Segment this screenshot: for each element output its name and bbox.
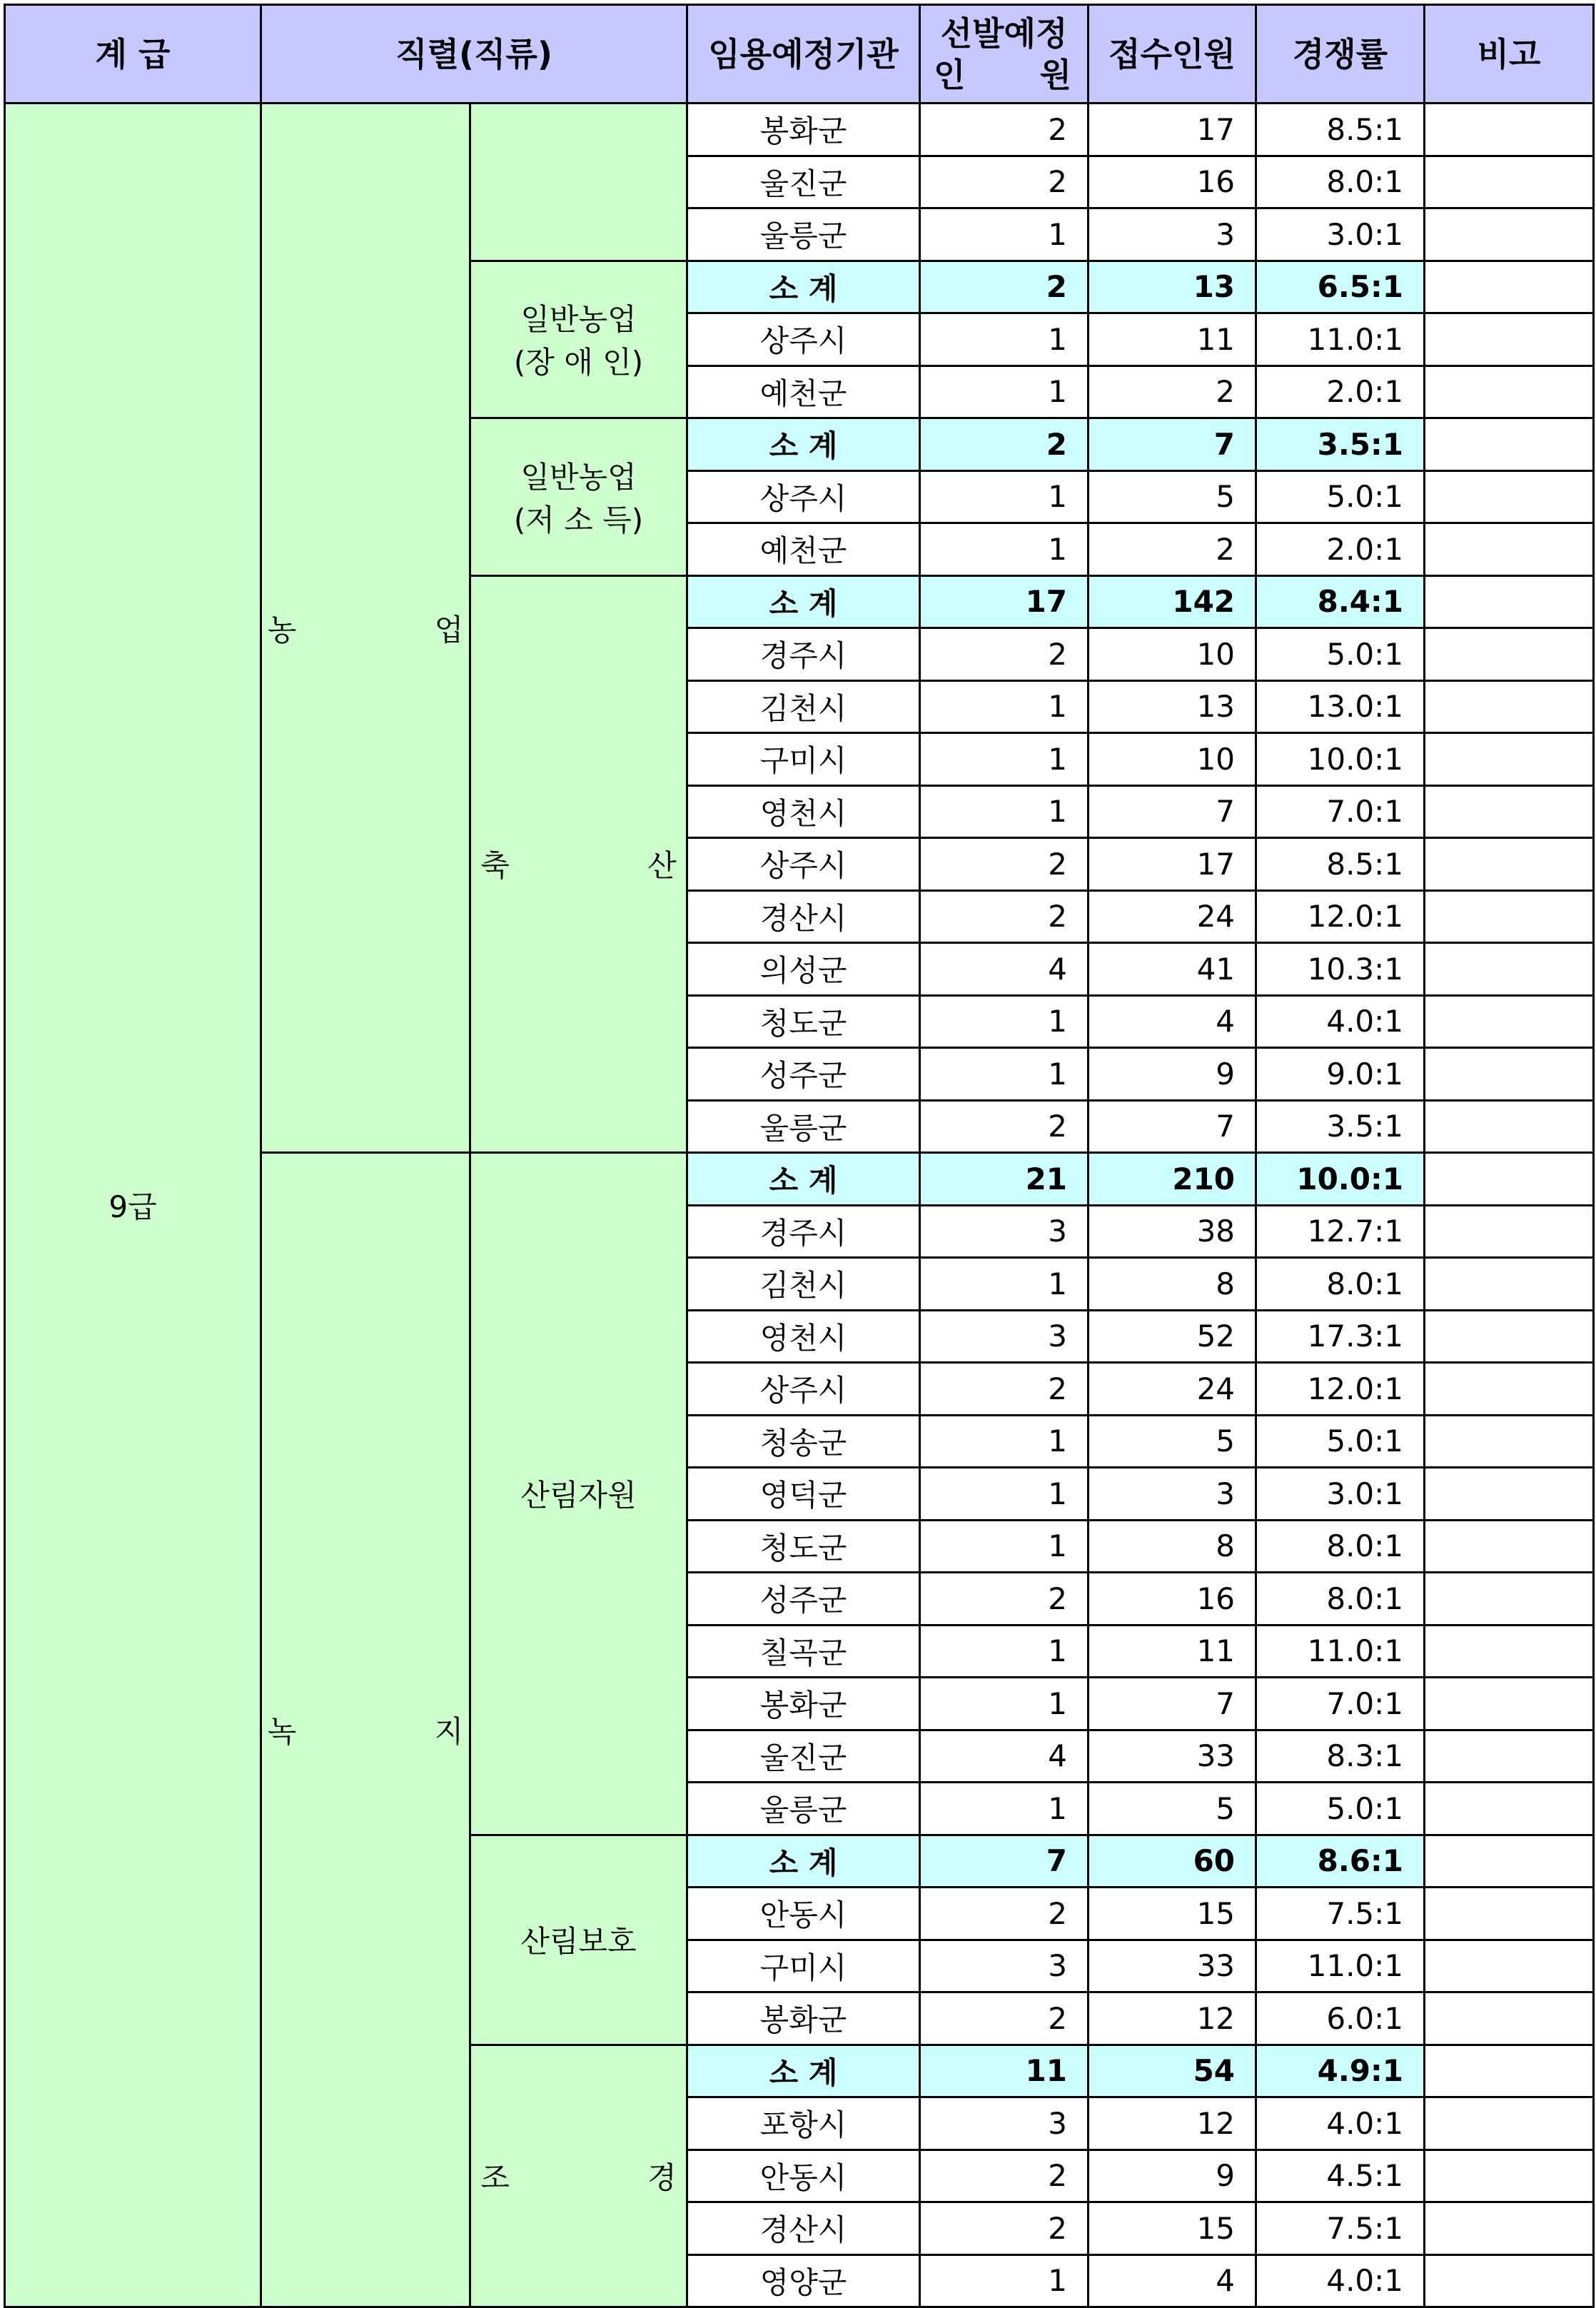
ratio-cell: 12.7:1: [1256, 1205, 1425, 1258]
applicants-cell: 24: [1089, 1363, 1256, 1416]
planned-cell: 1: [920, 2254, 1089, 2307]
planned-cell: 1: [920, 208, 1089, 261]
ratio-cell: 11.0:1: [1256, 313, 1425, 366]
applicants-cell: 3: [1089, 1468, 1256, 1521]
org-cell: 상주시: [687, 1363, 920, 1416]
org-cell: 소 계: [687, 575, 920, 628]
ratio-cell: 12.0:1: [1256, 890, 1425, 943]
applicants-cell: 2: [1089, 523, 1256, 576]
category-disabled: 일반농업 (장 애 인): [470, 261, 687, 418]
applicants-cell: 7: [1089, 418, 1256, 471]
header-applicants: 접수인원: [1089, 5, 1256, 104]
applicants-cell: 13: [1089, 261, 1256, 313]
planned-cell: 11: [920, 2045, 1089, 2097]
ratio-cell: 5.0:1: [1256, 628, 1425, 681]
note-cell: [1425, 2202, 1594, 2255]
header-planned-top: 선발예정: [940, 14, 1068, 53]
applicants-cell: 7: [1089, 785, 1256, 838]
planned-cell: 1: [920, 1258, 1089, 1311]
ratio-cell: 3.0:1: [1256, 1468, 1425, 1521]
applicants-cell: 8: [1089, 1258, 1256, 1311]
planned-cell: 1: [920, 680, 1089, 733]
org-cell: 상주시: [687, 470, 920, 523]
ratio-cell: 3.5:1: [1256, 418, 1425, 471]
ratio-cell: 8.6:1: [1256, 1835, 1425, 1888]
ratio-cell: 11.0:1: [1256, 1940, 1425, 1992]
category-landscape: 조 경: [470, 2045, 687, 2307]
applicants-cell: 210: [1089, 1153, 1256, 1206]
planned-cell: 1: [920, 1415, 1089, 1468]
ratio-cell: 8.5:1: [1256, 838, 1425, 891]
org-cell: 경산시: [687, 2202, 920, 2255]
planned-cell: 1: [920, 313, 1089, 366]
ratio-cell: 4.5:1: [1256, 2150, 1425, 2202]
applicants-cell: 24: [1089, 890, 1256, 943]
ratio-cell: 13.0:1: [1256, 680, 1425, 733]
planned-cell: 4: [920, 943, 1089, 996]
planned-cell: 2: [920, 2202, 1089, 2255]
planned-cell: 1: [920, 995, 1089, 1048]
header-ratio: 경쟁률: [1256, 5, 1425, 104]
org-cell: 예천군: [687, 523, 920, 576]
note-cell: [1425, 1678, 1594, 1730]
applicants-cell: 3: [1089, 208, 1256, 261]
org-cell: 영양군: [687, 2254, 920, 2307]
planned-cell: 1: [920, 523, 1089, 576]
applicants-cell: 4: [1089, 2254, 1256, 2307]
note-cell: [1425, 1573, 1594, 1626]
planned-cell: 2: [920, 1573, 1089, 1626]
planned-cell: 1: [920, 733, 1089, 786]
note-cell: [1425, 261, 1594, 313]
planned-cell: 3: [920, 1310, 1089, 1363]
applicants-cell: 12: [1089, 1992, 1256, 2045]
planned-cell: 1: [920, 1468, 1089, 1521]
note-cell: [1425, 418, 1594, 471]
org-cell: 성주군: [687, 1573, 920, 1626]
ratio-cell: 17.3:1: [1256, 1310, 1425, 1363]
category-agri-general: [470, 104, 687, 261]
competition-table: [4, 4, 1595, 2308]
applicants-cell: 38: [1089, 1205, 1256, 1258]
note-cell: [1425, 785, 1594, 838]
org-cell: 청도군: [687, 995, 920, 1048]
grade-cell: 9급: [5, 104, 261, 2307]
applicants-cell: 10: [1089, 628, 1256, 681]
planned-cell: 1: [920, 1625, 1089, 1678]
note-cell: [1425, 838, 1594, 891]
note-cell: [1425, 628, 1594, 681]
planned-cell: 1: [920, 1520, 1089, 1573]
org-cell: 봉화군: [687, 1678, 920, 1730]
applicants-cell: 11: [1089, 313, 1256, 366]
ratio-cell: 4.0:1: [1256, 2097, 1425, 2150]
planned-cell: 2: [920, 1363, 1089, 1416]
org-cell: 봉화군: [687, 1992, 920, 2045]
org-cell: 소 계: [687, 418, 920, 471]
org-cell: 소 계: [687, 2045, 920, 2097]
planned-cell: 1: [920, 1678, 1089, 1730]
note-cell: [1425, 680, 1594, 733]
ratio-cell: 2.0:1: [1256, 366, 1425, 418]
note-cell: [1425, 1205, 1594, 1258]
table-row: [5, 104, 1594, 156]
note-cell: [1425, 1415, 1594, 1468]
ratio-cell: 3.0:1: [1256, 208, 1425, 261]
ratio-cell: 5.0:1: [1256, 1415, 1425, 1468]
series-greenery: 녹 지: [261, 1153, 470, 2307]
applicants-cell: 5: [1089, 1415, 1256, 1468]
applicants-cell: 2: [1089, 366, 1256, 418]
note-cell: [1425, 208, 1594, 261]
applicants-cell: 41: [1089, 943, 1256, 996]
planned-cell: 17: [920, 575, 1089, 628]
ratio-cell: 10.0:1: [1256, 733, 1425, 786]
org-cell: 예천군: [687, 366, 920, 418]
note-cell: [1425, 1468, 1594, 1521]
planned-cell: 7: [920, 1835, 1089, 1888]
note-cell: [1425, 104, 1594, 156]
org-cell: 영천시: [687, 785, 920, 838]
applicants-cell: 16: [1089, 156, 1256, 208]
note-cell: [1425, 2150, 1594, 2202]
ratio-cell: 8.0:1: [1256, 1573, 1425, 1626]
ratio-cell: 12.0:1: [1256, 1363, 1425, 1416]
note-cell: [1425, 1783, 1594, 1835]
applicants-cell: 7: [1089, 1678, 1256, 1730]
applicants-cell: 15: [1089, 1888, 1256, 1940]
planned-cell: 1: [920, 470, 1089, 523]
note-cell: [1425, 2045, 1594, 2097]
planned-cell: 1: [920, 366, 1089, 418]
note-cell: [1425, 1992, 1594, 2045]
ratio-cell: 8.0:1: [1256, 1258, 1425, 1311]
planned-cell: 1: [920, 1783, 1089, 1835]
header-grade: 계 급: [5, 5, 261, 104]
series-agri: 농 업: [261, 104, 470, 1153]
note-cell: [1425, 575, 1594, 628]
note-cell: [1425, 313, 1594, 366]
category-forest-resources: 산림자원: [470, 1153, 687, 1835]
ratio-cell: 2.0:1: [1256, 523, 1425, 576]
org-cell: 안동시: [687, 1888, 920, 1940]
planned-cell: 2: [920, 890, 1089, 943]
planned-cell: 21: [920, 1153, 1089, 1206]
note-cell: [1425, 1835, 1594, 1888]
ratio-cell: 10.3:1: [1256, 943, 1425, 996]
org-cell: 울릉군: [687, 1100, 920, 1153]
header-row: [5, 5, 1594, 104]
planned-cell: 2: [920, 104, 1089, 156]
note-cell: [1425, 366, 1594, 418]
org-cell: 소 계: [687, 261, 920, 313]
applicants-cell: 15: [1089, 2202, 1256, 2255]
ratio-cell: 8.5:1: [1256, 104, 1425, 156]
applicants-cell: 9: [1089, 2150, 1256, 2202]
ratio-cell: 4.0:1: [1256, 995, 1425, 1048]
org-cell: 봉화군: [687, 104, 920, 156]
ratio-cell: 8.4:1: [1256, 575, 1425, 628]
applicants-cell: 17: [1089, 838, 1256, 891]
note-cell: [1425, 995, 1594, 1048]
note-cell: [1425, 1310, 1594, 1363]
note-cell: [1425, 1888, 1594, 1940]
ratio-cell: 7.0:1: [1256, 785, 1425, 838]
ratio-cell: 7.0:1: [1256, 1678, 1425, 1730]
planned-cell: 2: [920, 2150, 1089, 2202]
org-cell: 상주시: [687, 838, 920, 891]
org-cell: 상주시: [687, 313, 920, 366]
note-cell: [1425, 1048, 1594, 1101]
org-cell: 포항시: [687, 2097, 920, 2150]
org-cell: 구미시: [687, 733, 920, 786]
note-cell: [1425, 1363, 1594, 1416]
ratio-cell: 8.0:1: [1256, 1520, 1425, 1573]
ratio-cell: 4.9:1: [1256, 2045, 1425, 2097]
note-cell: [1425, 1100, 1594, 1153]
note-cell: [1425, 1940, 1594, 1992]
org-cell: 청도군: [687, 1520, 920, 1573]
applicants-cell: 5: [1089, 1783, 1256, 1835]
org-cell: 김천시: [687, 1258, 920, 1311]
org-cell: 구미시: [687, 1940, 920, 1992]
ratio-cell: 5.0:1: [1256, 1783, 1425, 1835]
planned-cell: 2: [920, 628, 1089, 681]
ratio-cell: 10.0:1: [1256, 1153, 1425, 1206]
org-cell: 울릉군: [687, 208, 920, 261]
note-cell: [1425, 2097, 1594, 2150]
planned-cell: 1: [920, 1048, 1089, 1101]
applicants-cell: 17: [1089, 104, 1256, 156]
applicants-cell: 33: [1089, 1730, 1256, 1783]
org-cell: 소 계: [687, 1153, 920, 1206]
org-cell: 경주시: [687, 628, 920, 681]
note-cell: [1425, 890, 1594, 943]
org-cell: 영천시: [687, 1310, 920, 1363]
note-cell: [1425, 1258, 1594, 1311]
org-cell: 소 계: [687, 1835, 920, 1888]
ratio-cell: 7.5:1: [1256, 1888, 1425, 1940]
applicants-cell: 16: [1089, 1573, 1256, 1626]
note-cell: [1425, 943, 1594, 996]
org-cell: 울진군: [687, 1730, 920, 1783]
planned-cell: 3: [920, 1205, 1089, 1258]
applicants-cell: 11: [1089, 1625, 1256, 1678]
applicants-cell: 5: [1089, 470, 1256, 523]
note-cell: [1425, 733, 1594, 786]
planned-cell: 2: [920, 1888, 1089, 1940]
applicants-cell: 13: [1089, 680, 1256, 733]
category-livestock: 축 산: [470, 575, 687, 1153]
note-cell: [1425, 156, 1594, 208]
header-planned-bottom: 인 원: [934, 55, 1072, 94]
planned-cell: 2: [920, 1992, 1089, 2045]
org-cell: 경산시: [687, 890, 920, 943]
note-cell: [1425, 1153, 1594, 1206]
org-cell: 영덕군: [687, 1468, 920, 1521]
org-cell: 안동시: [687, 2150, 920, 2202]
note-cell: [1425, 470, 1594, 523]
applicants-cell: 8: [1089, 1520, 1256, 1573]
org-cell: 의성군: [687, 943, 920, 996]
org-cell: 칠곡군: [687, 1625, 920, 1678]
ratio-cell: 11.0:1: [1256, 1625, 1425, 1678]
ratio-cell: 3.5:1: [1256, 1100, 1425, 1153]
planned-cell: 3: [920, 2097, 1089, 2150]
applicants-cell: 142: [1089, 575, 1256, 628]
note-cell: [1425, 1625, 1594, 1678]
note-cell: [1425, 2254, 1594, 2307]
ratio-cell: 8.0:1: [1256, 156, 1425, 208]
applicants-cell: 60: [1089, 1835, 1256, 1888]
planned-cell: 3: [920, 1940, 1089, 1992]
ratio-cell: 9.0:1: [1256, 1048, 1425, 1101]
header-planned: [920, 5, 1089, 104]
applicants-cell: 33: [1089, 1940, 1256, 1992]
applicants-cell: 12: [1089, 2097, 1256, 2150]
ratio-cell: 6.0:1: [1256, 1992, 1425, 2045]
planned-cell: 2: [920, 261, 1089, 313]
applicants-cell: 4: [1089, 995, 1256, 1048]
org-cell: 울릉군: [687, 1783, 920, 1835]
note-cell: [1425, 1520, 1594, 1573]
ratio-cell: 4.0:1: [1256, 2254, 1425, 2307]
planned-cell: 2: [920, 156, 1089, 208]
planned-cell: 1: [920, 785, 1089, 838]
ratio-cell: 6.5:1: [1256, 261, 1425, 313]
category-low-income: 일반농업 (저 소 득): [470, 418, 687, 576]
planned-cell: 2: [920, 838, 1089, 891]
ratio-cell: 8.3:1: [1256, 1730, 1425, 1783]
applicants-cell: 9: [1089, 1048, 1256, 1101]
note-cell: [1425, 1730, 1594, 1783]
org-cell: 성주군: [687, 1048, 920, 1101]
planned-cell: 2: [920, 1100, 1089, 1153]
header-series: 직렬(직류): [261, 5, 687, 104]
applicants-cell: 10: [1089, 733, 1256, 786]
note-cell: [1425, 523, 1594, 576]
planned-cell: 2: [920, 418, 1089, 471]
applicants-cell: 54: [1089, 2045, 1256, 2097]
applicants-cell: 7: [1089, 1100, 1256, 1153]
org-cell: 울진군: [687, 156, 920, 208]
ratio-cell: 5.0:1: [1256, 470, 1425, 523]
planned-cell: 4: [920, 1730, 1089, 1783]
header-org: 임용예정기관: [687, 5, 920, 104]
org-cell: 청송군: [687, 1415, 920, 1468]
ratio-cell: 7.5:1: [1256, 2202, 1425, 2255]
org-cell: 김천시: [687, 680, 920, 733]
category-forest-protection: 산림보호: [470, 1835, 687, 2045]
header-note: 비고: [1425, 5, 1594, 104]
applicants-cell: 52: [1089, 1310, 1256, 1363]
org-cell: 경주시: [687, 1205, 920, 1258]
